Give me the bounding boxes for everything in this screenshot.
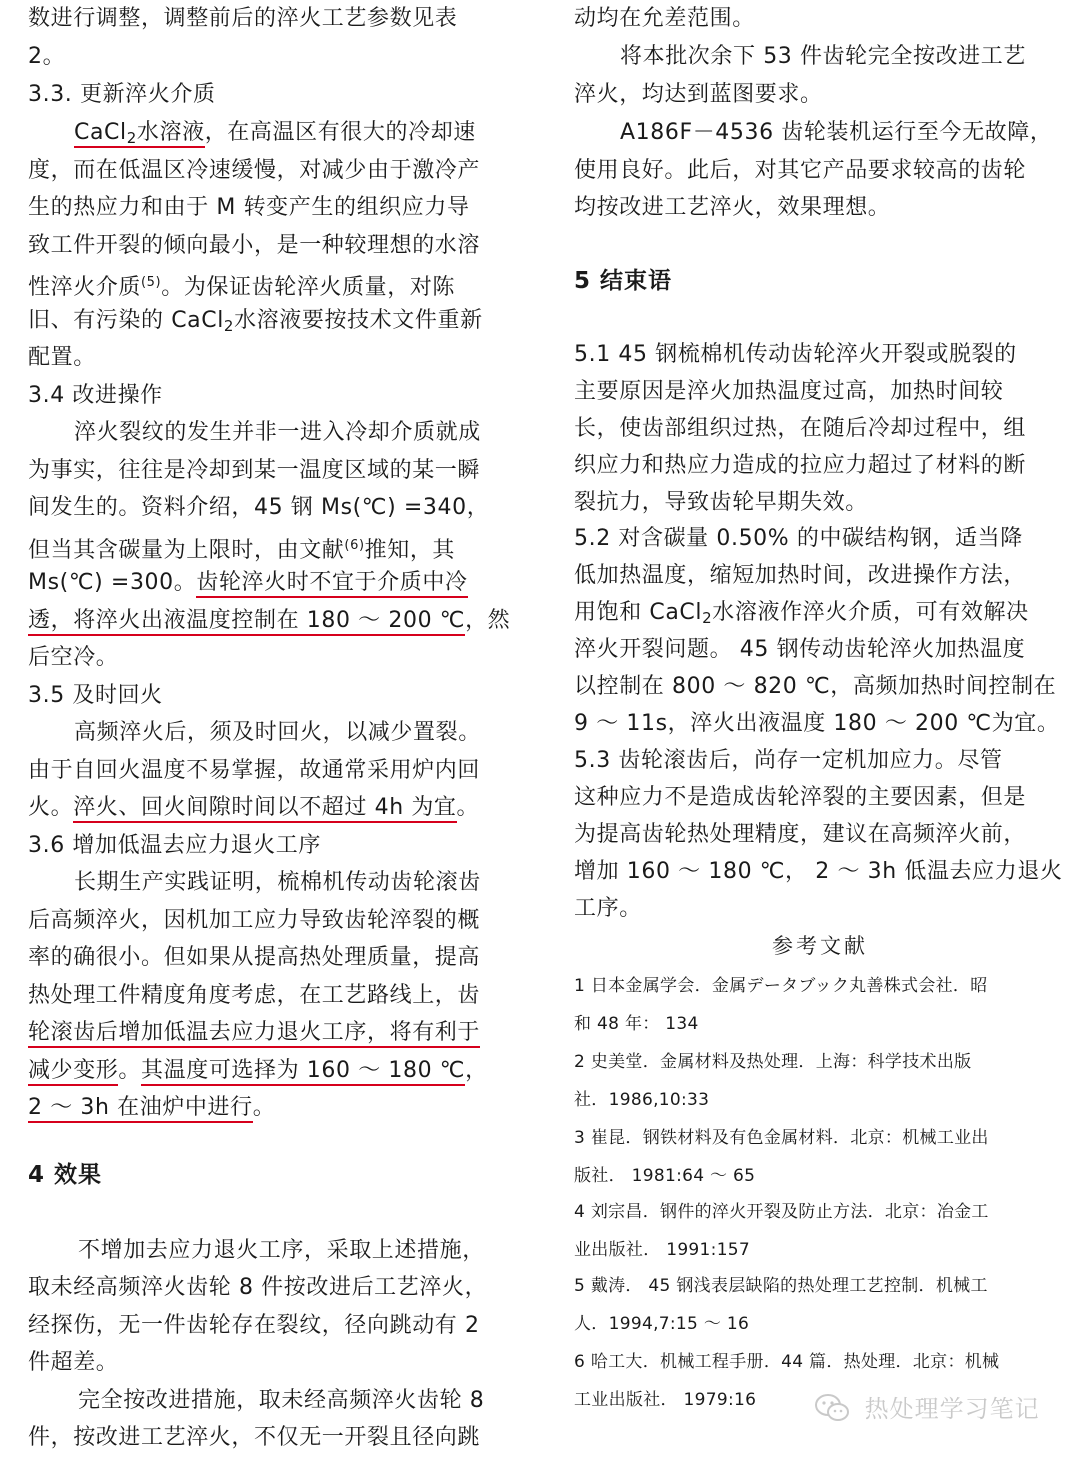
- section-5-heading: 5 结束语: [574, 268, 673, 294]
- text-line: 热处理工件精度角度考虑，在工艺路线上，齿: [28, 983, 481, 1008]
- section-4-heading: 4 效果: [28, 1162, 103, 1188]
- text-line: 织应力和热应力造成的拉应力超过了材料的断: [574, 453, 1027, 478]
- references-heading: 参考文献: [772, 934, 868, 958]
- wechat-icon: [814, 1395, 865, 1423]
- underline-mark: 减少变形: [28, 1058, 118, 1086]
- reference-item: 业出版社． 1991:157: [574, 1240, 751, 1260]
- underline-mark: 透，将淬火出液温度控制在 180 ～ 200 ℃: [28, 608, 465, 636]
- text-line: Ms(℃) =300。齿轮淬火时不宜于介质中冷: [28, 568, 468, 598]
- text-line: 后高频淬火，因机加工应力导致齿轮淬裂的概: [28, 908, 481, 933]
- citation-ref: (6): [344, 538, 365, 553]
- text-line: [28, 1018, 480, 1048]
- text-line: 使用良好。此后，对其它产品要求较高的齿轮: [574, 158, 1027, 183]
- text-line: 5.1 45 钢梳棉机传动齿轮淬火开裂或脱裂的: [574, 342, 1017, 367]
- reference-item: 社．1986,10:33: [574, 1090, 710, 1110]
- reference-item: 4 刘宗昌．钢件的淬火开裂及防止方法．北京：冶金工: [574, 1202, 989, 1222]
- text-line: 由于自回火温度不易掌握，故通常采用炉内回: [28, 758, 481, 783]
- citation-ref: (5): [141, 275, 162, 290]
- text-line: 2 ～ 3h 在油炉中进行。: [28, 1093, 275, 1123]
- underline-mark: CaCl$_2$水溶液: [74, 120, 205, 147]
- text-line: 淬火，均达到蓝图要求。: [574, 82, 823, 107]
- underline-mark: 淬火、回火间隙时间以不超过 4h 为宜: [73, 795, 456, 823]
- text-line: 将本批次余下 53 件齿轮完全按改进工艺: [620, 44, 1026, 69]
- text-line: 但当其含碳量为上限时，由文献$^{(6)}$推知，其: [28, 538, 456, 563]
- watermark-text: 热处理学习笔记: [864, 1395, 1040, 1423]
- text-line: 动均在允差范围。: [574, 6, 755, 31]
- underline-mark: 齿轮淬火时不宜于介质中冷: [196, 570, 467, 598]
- underline-mark: 2 ～ 3h 在油炉中进行: [28, 1095, 253, 1123]
- text-line: 均按改进工艺淬火，效果理想。: [574, 195, 891, 220]
- text-line: 减少变形。其温度可选择为 160 ～ 180 ℃，: [28, 1056, 488, 1086]
- text-line: 性淬火介质$^{(5)}$。为保证齿轮淬火质量，对陈: [28, 275, 456, 300]
- text-line: 9 ～ 11s，淬火出液温度 180 ～ 200 ℃为宜。: [574, 711, 1060, 736]
- section-3-4-heading: 3.4 改进操作: [28, 383, 163, 408]
- section-3-3-heading: 3.3. 更新淬火介质: [28, 82, 216, 107]
- text-line: 生的热应力和由于 M 转变产生的组织应力导: [28, 195, 470, 220]
- text-line: 后空冷。: [28, 645, 119, 670]
- text-line: 工序。: [574, 896, 642, 921]
- section-3-5-heading: 3.5 及时回火: [28, 683, 163, 708]
- text-line: 度，而在低温区冷速缓慢，对减少由于激冷产: [28, 158, 481, 183]
- text-line: 长，使齿部组织过热，在随后冷却过程中，组: [574, 416, 1027, 441]
- text-line: 主要原因是淬火加热温度过高，加热时间较: [574, 379, 1004, 404]
- reference-item: 人．1994,7:15 ～ 16: [574, 1314, 750, 1334]
- reference-item: 1 日本金属学会．金属データブック丸善株式会社．昭: [574, 976, 988, 996]
- text-line: 火。淬火、回火间隙时间以不超过 4h 为宜。: [28, 793, 479, 823]
- underline-mark: 轮滚齿后增加低温去应力退火工序，将有利于: [28, 1020, 480, 1048]
- text-line: 件，按改进工艺淬火，不仅无一开裂且径向跳: [28, 1425, 481, 1450]
- reference-item: 2 史美堂．金属材料及热处理．上海：科学技术出版: [574, 1052, 972, 1072]
- text-line: 为事实，往往是冷却到某一温度区域的某一瞬: [28, 458, 481, 483]
- text-line: 率的确很小。但如果从提高热处理质量，提高: [28, 945, 481, 970]
- text-line: 透，将淬火出液温度控制在 180 ～ 200 ℃，然: [28, 606, 510, 636]
- text-line: 2。: [28, 44, 66, 69]
- reference-item: 6 哈工大．机械工程手册．44 篇．热处理．北京：机械: [574, 1352, 1000, 1372]
- text-line: 以控制在 800 ～ 820 ℃，高频加热时间控制在: [574, 674, 1057, 699]
- text-line: 为提高齿轮热处理精度，建议在高频淬火前，: [574, 822, 1027, 847]
- text-line: 这种应力不是造成齿轮淬裂的主要因素，但是: [574, 785, 1027, 810]
- text-line: 高频淬火后，须及时回火，以减少置裂。: [74, 720, 481, 745]
- text-line: 配置。: [28, 345, 96, 370]
- text-line: 长期生产实践证明，梳棉机传动齿轮滚齿: [74, 870, 481, 895]
- text-line: 件超差。: [28, 1350, 119, 1375]
- text-line: 增加 160 ～ 180 ℃， 2 ～ 3h 低温去应力退火: [574, 859, 1063, 884]
- text-line: 5.3 齿轮滚齿后，尚存一定机加应力。尽管: [574, 748, 1003, 773]
- underline-mark: 其温度可选择为 160 ～ 180 ℃: [141, 1058, 465, 1086]
- text-line: 不增加去应力退火工序，采取上述措施，: [78, 1238, 485, 1263]
- text-line: 低加热温度，缩短加热时间，改进操作方法，: [574, 563, 1027, 588]
- text-line: 用饱和 CaCl$_2$水溶液作淬火介质，可有效解决: [574, 600, 1029, 627]
- text-line: 取未经高频淬火齿轮 8 件按改进后工艺淬火，: [28, 1275, 488, 1300]
- text-line: 5.2 对含碳量 0.50% 的中碳结构钢，适当降: [574, 526, 1023, 551]
- text-line: 淬火开裂问题。 45 钢传动齿轮淬火加热温度: [574, 637, 1026, 662]
- text-line: CaCl$_2$水溶液，在高温区有很大的冷却速: [74, 120, 476, 147]
- reference-item: 3 崔昆．钢铁材料及有色金属材料．北京：机械工业出: [574, 1128, 989, 1148]
- reference-item: 和 48 年： 134: [574, 1014, 699, 1034]
- reference-item: 版社． 1981:64 ～ 65: [574, 1166, 756, 1186]
- text-line: 旧、有污染的 CaCl$_2$水溶液要按技术文件重新: [28, 308, 483, 335]
- text-line: 间发生的。资料介绍，45 钢 Ms(℃) =340，: [28, 495, 490, 520]
- text-line: 经探伤，无一件齿轮存在裂纹，径向跳动有 2: [28, 1313, 480, 1338]
- text-line: A186F－4536 齿轮装机运行至今无故障，: [620, 120, 1053, 145]
- text-line: 裂抗力，导致齿轮早期失效。: [574, 490, 868, 515]
- reference-item: 5 戴涛． 45 钢浅表层缺陷的热处理工艺控制．机械工: [574, 1276, 988, 1296]
- text-line: 数进行调整，调整前后的淬火工艺参数见表: [28, 6, 458, 31]
- reference-item: 工业出版社． 1979:16: [574, 1390, 757, 1410]
- text-line: 完全按改进措施，取未经高频淬火齿轮 8: [78, 1388, 485, 1413]
- watermark: [814, 1392, 1040, 1426]
- text-line: 致工件开裂的倾向最小，是一种较理想的水溶: [28, 233, 481, 258]
- text-line: 淬火裂纹的发生并非一进入冷却介质就成: [74, 420, 481, 445]
- section-3-6-heading: 3.6 增加低温去应力退火工序: [28, 833, 321, 858]
